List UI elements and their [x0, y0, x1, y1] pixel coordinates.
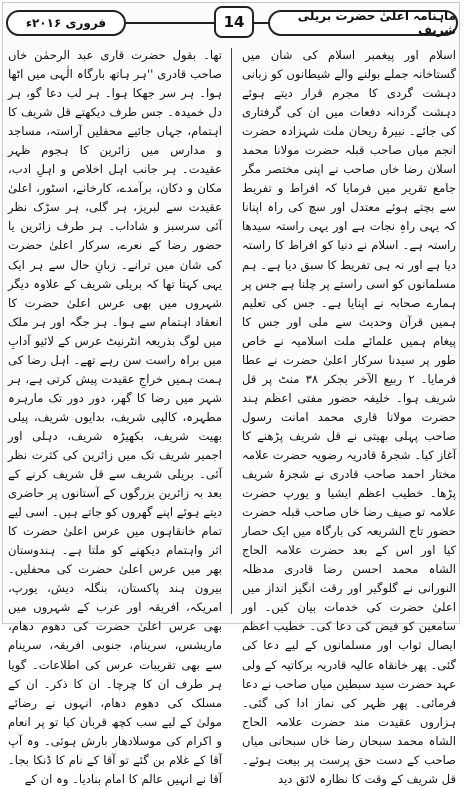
- text-column-left: [8, 46, 222, 786]
- issue-date: فروری ۲۰۱۶ء: [6, 10, 126, 36]
- column-text: تھا۔ بقول حضرت قاری عبد الرحمٰن خاں صاحب قادری ''ہر ہاتھ بارگاہ الٰہی میں اٹھا ہوا۔ ہر سر جھکا ہوا۔ ہر لب دعا گو، ہر دل خمیدہ۔ جس طرف دیکھتے قل شریف کا اہتمام، جہاں جائیے محفلیں آراستہ، مساجد و مدارس میں زائرین کا ہجوم ظہر عقیدت۔ ہر جانب اہل اخلاص و اہلِ ادب، مکان و دکان، برآمدے، کارخانے، اسٹور، اعلیٰ عقیدت سے لبریز، ہر گلی، ہر سڑک نظر آئی سرسبز و شاداب۔ ہر طرف زائرین یا حضور رضا کے نعرے، سرکار اعلیٰ حضرت کی شان میں ترانے۔ زبانِ حال سے ہر ایک یہی کہتا تھا کہ بریلی شریف کے علاوہ دیگر شہروں میں بھی عرس اعلیٰ حضرت کا انعقاد اہتمام سے ہوا۔ ہر جگہ اور ہر ملک میں لوگ بذریعہ انٹرنیٹ عرس کے لائیو آدابِ میں براہ راست سن رہے تھے۔ اہل رضا کی ہمت ہمیں خراجِ عقیدت پیش کرتی ہے، ہر شہر میں رضا کا گھر، دور دور تک مارہرہ مطہرہ، کالپی شریف، بدایوں شریف، پیلی بھیت شریف، بکھیڑہ شریف، دہلی اور اجمیر شریف تک میں زائرین کی کثرت نظر آئی۔ بریلی شریف سے قل شریف کرنے کے بعد بہ زائرین بزرگوں کے آستانوں پر حاضری دیتے ہوئے اپنے گھروں کو جاتے ہیں۔ اسی لیے تمام خانقاہوں میں عرس اعلیٰ حضرت کا اثر واہتمام دیکھنے کو ملتا ہے۔ ہندوستان بھر میں عرس اعلیٰ حضرت کی محفلیں۔ بیرون ہند پاکستان، بنگلہ دیش، یورپ، امریکہ، افریقہ اور عرب کے شہروں میں بھی عرس اعلیٰ حضرت کی دھوم دھام، ماریشس، سرینام، جنوبی افریقہ، سرینام سے بھی تقریبات عرس کی اطلاعات۔ گویا ہر طرف ان کا چرچا۔ ان کا ذکر۔ ان کے مسلک کی دھوم دھام، انہوں نے رضائے مولیٰ کے لیے سب کچھ قربان کیا تو پر انعام و اکرام کی موسلادھار بارش ہوئی۔ وہ آپ آقا کے غلام بن گئے تو آقا کے نام کا ڈنکا بجا۔ آقا نے انہیں عالم کا امام بنادیا۔ وہ ان کے: [8, 48, 222, 786]
- header-rule-left: [126, 22, 214, 24]
- text-column-right: [242, 46, 456, 786]
- page-header: [6, 4, 458, 42]
- column-divider: [231, 48, 232, 614]
- page-number: 14: [214, 6, 254, 38]
- column-text: اسلام اور پیغمبر اسلام کی شان میں گستاخانہ جملے بولنے والے شیطانوں کو زبانی دہشت گردی کا مجرم قرار دیتے ہوئے دہشت گردانہ دفعات میں ان کی گرفتاری کی جائے۔ نبیرۂ ریحان ملت شہزادہ حضرت انجم میاں صاحب قبلہ حضرت مولانا محمد اسلان رضا خاں صاحب نے اپنی مختصر مگر جامع تقریر میں فرمایا کہ افراط و تفریط سے بچتے ہوئے معتدل اور سچ کی راہ اپنانا کہ یہی راہِ نجات ہے اور یہی راستہ سیدھا راستہ ہے۔ اسلام نے دنیا کو افراط کا راستہ دیا ہے اور نہ ہی تفریط کا سبق دیا ہے۔ ہم مسلمانوں کو اسی راستے پر چلنا ہے جس پر ہمارے صحابہ نے اپنایا ہے۔ جس کی تعلیم ہمیں قرآن وحدیث سے ملی اور جس کا پیغام ہمیں علمائے ملت اسلامیہ نے خاص طور پر سیدنا سرکار اعلیٰ حضرت نے عطا فرمایا۔ ۲ ربیع الآخر بجکر ۳۸ منٹ پر قل شریف ہوا۔ خلیفہ حضور مفتی اعظم ہند حضرت مولانا قاری محمد امانت رسول صاحب پہلی بھیتی نے قل شریف پڑھنے کا آغاز کیا۔ شجرۂ قادریہ رضویہ حضرت علامہ مختار احمد صاحب قادری نے شجرۂ شریف پڑھا۔ خطیب اعظم ایشیا و یورپ حضرت علامہ تو صیف رضا خاں صاحب قبلہ حضرت حضور تاج الشریعہ کی بارگاہ میں ایک حصار کیا اور اس کے بعد حضرت علامہ الحاج الشاہ محمد احسن رضا قادری مدظلہ النورانی نے گلوگیر اور رقت انگیز انداز میں اعلیٰ حضرت کی خدمات بیان کیں۔ اور سامعین کو فیض کی دعا کی۔ خطیب اعظم ایصال ثواب اور مسلمانوں کے لیے دعا کی گئی۔ پھر خانقاہ عالیہ قادریہ برکاتیہ کے ولی عہد حضرت سید سبطین میاں صاحب نے دعا فرمائی۔ پھر ظہر کی نماز ادا کی گئی۔ ہزاروں عقیدت مند حضرت علامہ الحاج الشاہ محمد سبحان رضا خاں سبحانی میاں صاحب کے دست حق پرست پر بیعت ہوئے۔ قل شریف کے وقت کا نظارہ لائق دید: [242, 48, 456, 786]
- magazine-title: ماہنامہ اعلیٰ حضرت بریلی شریف: [268, 10, 458, 36]
